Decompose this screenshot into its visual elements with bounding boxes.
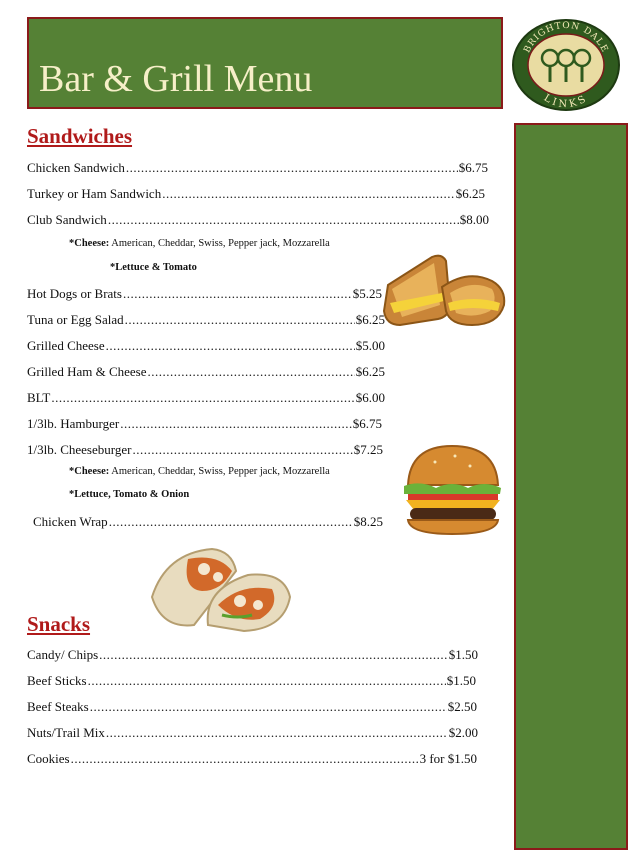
menu-item	[33, 514, 383, 530]
cheese-note-text: American, Cheddar, Swiss, Pepper jack, Mozzarella	[109, 238, 330, 249]
item-price: $8.00	[459, 212, 489, 227]
item-name: Beef Sticks	[27, 673, 87, 688]
snacks-heading: Snacks	[27, 612, 91, 636]
item-name: Beef Steaks	[27, 699, 89, 714]
menu-item	[27, 751, 477, 767]
sidebar-panel	[514, 123, 628, 850]
item-name: Turkey or Ham Sandwich	[27, 186, 162, 201]
item-name: 1/3lb. Hamburger	[27, 416, 120, 431]
item-price: $1.50	[448, 647, 478, 662]
item-name: Candy/ Chips	[27, 647, 99, 662]
menu-title: Bar & Grill Menu	[39, 58, 313, 100]
sandwiches-heading: Sandwiches	[27, 124, 133, 148]
header-banner	[27, 17, 503, 109]
menu-item	[27, 160, 488, 176]
item-price: $5.25	[352, 286, 382, 301]
menu-item	[27, 312, 385, 328]
menu-item	[27, 442, 383, 458]
lettuce-note: *Lettuce & Tomato	[110, 262, 197, 273]
menu-item	[27, 286, 382, 302]
item-price: 3 for $1.50	[419, 751, 477, 766]
item-price: $7.25	[353, 442, 383, 457]
brighton-dale-links-logo	[511, 18, 621, 112]
item-price: $1.50	[446, 673, 476, 688]
menu-item	[27, 338, 385, 354]
item-price: $6.00	[355, 390, 385, 405]
cheese-note	[69, 238, 330, 249]
lettuce-note: *Lettuce, Tomato & Onion	[69, 489, 190, 500]
item-price: $2.00	[448, 725, 478, 740]
menu-item	[27, 364, 385, 380]
cheese-note	[69, 466, 330, 477]
logo-top-text: BRIGHTON DALE	[522, 20, 610, 55]
item-price: $2.50	[447, 699, 477, 714]
cheese-note-label: *Cheese:	[69, 238, 110, 249]
item-price: $6.25	[455, 186, 485, 201]
item-name: Grilled Ham & Cheese	[27, 364, 147, 379]
item-name: Chicken Sandwich	[27, 160, 125, 175]
menu-item	[27, 390, 385, 406]
item-price: $6.25	[355, 312, 385, 327]
item-name: Nuts/Trail Mix	[27, 725, 105, 740]
item-name: Cookies	[27, 751, 70, 766]
cheese-note-label: *Cheese:	[69, 466, 110, 477]
item-price: $6.75	[352, 416, 382, 431]
menu-item	[27, 212, 489, 228]
item-name: 1/3lb. Cheeseburger	[27, 442, 132, 457]
item-name: Grilled Cheese	[27, 338, 105, 353]
cheese-note-text: American, Cheddar, Swiss, Pepper jack, Mozzarella	[109, 466, 330, 477]
item-name: Chicken Wrap	[33, 514, 108, 529]
grilled-cheese-image	[380, 245, 510, 335]
item-name: Hot Dogs or Brats	[27, 286, 122, 301]
item-price: $8.25	[353, 514, 383, 529]
menu-item	[27, 725, 478, 741]
menu-item	[27, 647, 478, 663]
item-name: Tuna or Egg Salad	[27, 312, 124, 327]
menu-item	[27, 186, 485, 202]
item-name: Club Sandwich	[27, 212, 107, 227]
menu-item	[27, 673, 476, 689]
menu-item	[27, 416, 382, 432]
item-price: $6.75	[458, 160, 488, 175]
item-price: $5.00	[355, 338, 385, 353]
item-name: BLT	[27, 390, 51, 405]
cheeseburger-image	[400, 440, 505, 538]
menu-item	[27, 699, 477, 715]
logo-bottom-text: LINKS	[541, 92, 591, 111]
chicken-wrap-image	[148, 545, 294, 635]
item-price: $6.25	[355, 364, 385, 379]
